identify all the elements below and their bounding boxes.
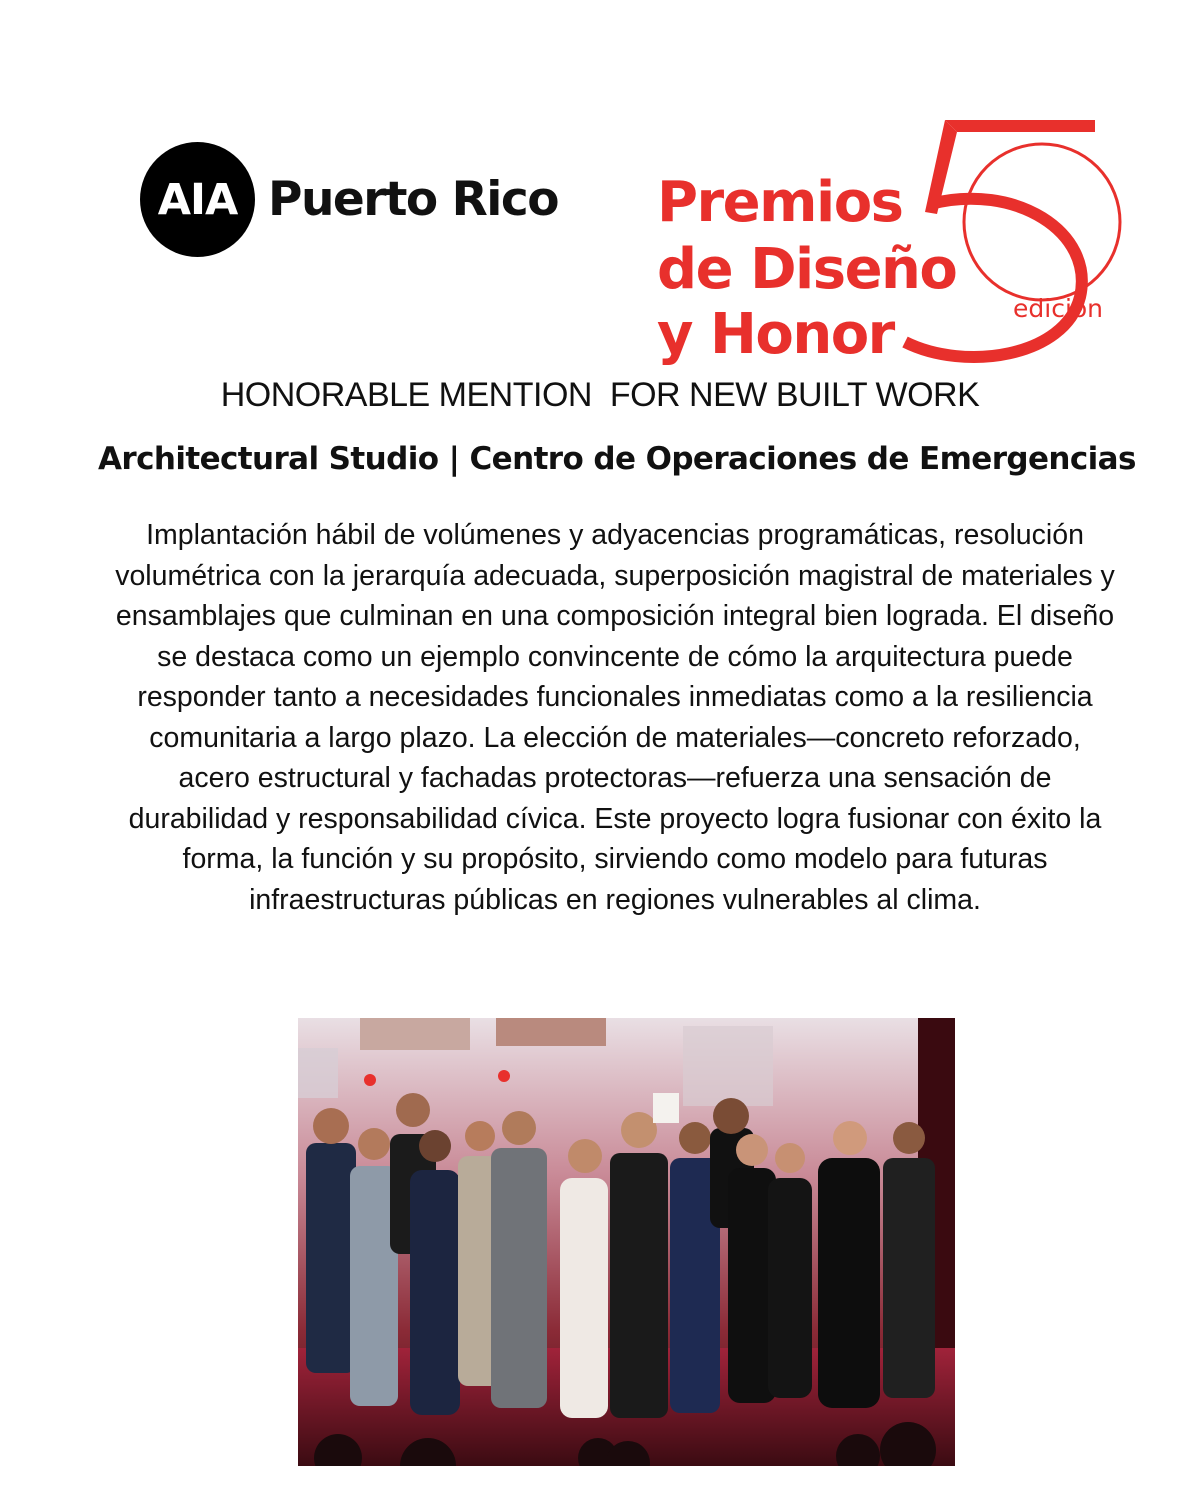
aia-chapter-name: Puerto Rico bbox=[268, 172, 559, 227]
award-category-title: HONORABLE MENTION FOR NEW BUILT WORK bbox=[220, 376, 980, 414]
premios-line-1: Premios bbox=[657, 170, 903, 235]
aia-mark-text: AIA bbox=[157, 174, 238, 225]
premios-line-3: y Honor bbox=[657, 302, 894, 367]
project-title: Architectural Studio | Centro de Operaciones de Emergencias bbox=[98, 441, 1136, 477]
aia-puerto-rico-logo bbox=[140, 142, 560, 257]
premios-line-2: de Diseño bbox=[657, 237, 957, 302]
aia-circle-mark bbox=[140, 142, 255, 257]
award-ceremony-photo bbox=[298, 1018, 955, 1466]
jury-description: Implantación hábil de volúmenes y adyacencias programáticas, resolución volumétrica con la jerarquía adecuada, superposición magistral de materiales y ensamblajes que culminan en una composición integral bien lograda. El diseño se destaca como un ejemplo convincente de cómo la arquitectura puede responder tanto a necesidades funcionales inmediatas como a la resiliencia comunitaria a largo plazo. La elección de materiales—concreto reforzado, acero estructural y fachadas protectoras—refuerza una sensación de durabilidad y responsabilidad cívica. Este proyecto logra fusionar con éxito la forma, la función y su propósito, sirviendo como modelo para futuras infraestructuras públicas en regiones vulnerables al clima. bbox=[115, 519, 1115, 916]
premios-diseno-honor-logo bbox=[655, 112, 1125, 372]
premios-edicion-label: edición bbox=[1013, 294, 1104, 323]
